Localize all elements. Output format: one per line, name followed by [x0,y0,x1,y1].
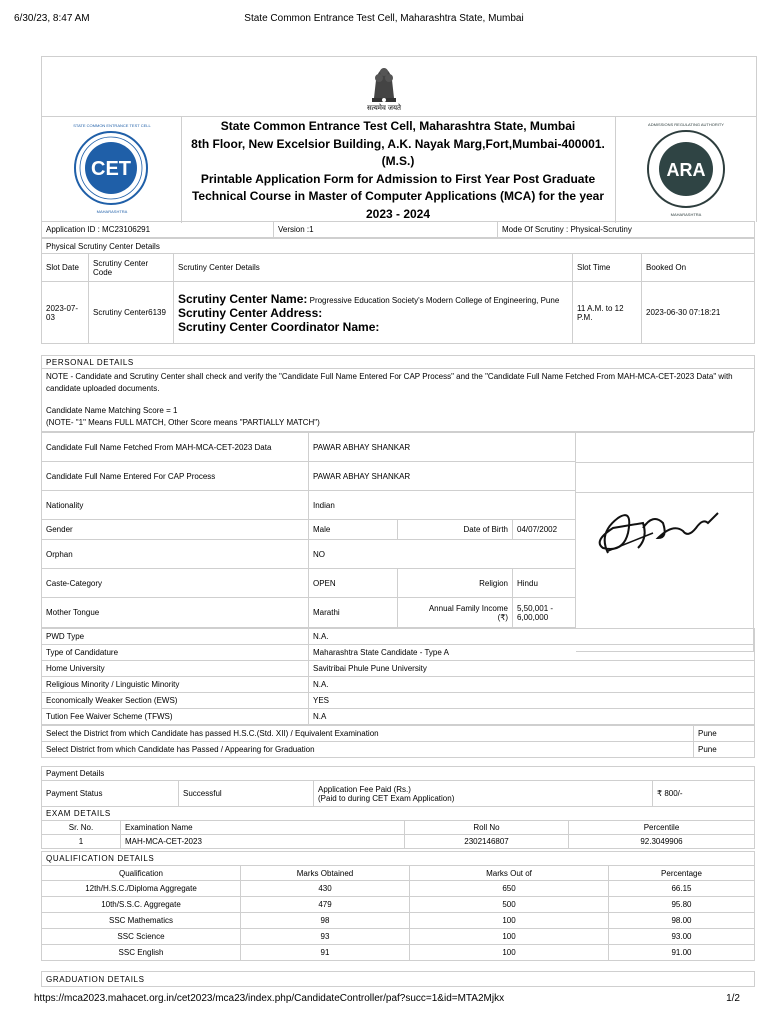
rupee-icon: (₹) [497,612,508,622]
qual-percentage: 91.00 [609,945,755,961]
emblem-caption: सत्यमेव जयते [366,105,402,112]
qual-percentage: 93.00 [609,929,755,945]
version: Version :1 [274,222,498,238]
payment-details [41,766,755,807]
qual-name: SSC Science [42,929,241,945]
qual-section-title: QUALIFICATION DETAILS [42,852,755,866]
qual-out-of: 650 [410,881,609,897]
cet-logo-icon [73,130,149,206]
org-line-2: 8th Floor, New Excelsior Building, A.K. Nayak Marg,Fort,Mumbai-400001. [191,136,605,151]
fee-value: ₹ 800/- [653,781,755,807]
qual-percentage: 95.80 [609,897,755,913]
nationality-value: Indian [309,491,576,520]
candidate-signature-icon [588,493,738,573]
exam-sr: 1 [42,835,121,849]
cet-logo-text: CET [91,158,131,180]
qual-marks: 93 [241,929,410,945]
org-title [181,117,615,224]
nationality-label: Nationality [42,491,309,520]
home-university-label: Home University [42,661,309,677]
candidature-value: Maharashtra State Candidate - Type A [309,645,755,661]
grad-district-value: Pune [694,742,755,758]
org-line-5: 2023 - 2024 [365,206,431,221]
fee-label-cell [314,781,653,807]
dob-value: 04/07/2002 [513,520,576,540]
exam-roll: 2302146807 [405,835,569,849]
caste-label: Caste-Category [42,569,309,598]
col-slot-date: Slot Date [42,254,89,282]
dob-label: Date of Birth [398,520,513,540]
center-code: Scrutiny Center6139 [89,282,174,344]
cet-logo-bottom: MAHARASHTRA [96,209,128,214]
center-coordinator-label: Scrutiny Center Coordinator Name: [178,319,380,334]
center-address-label: Scrutiny Center Address: [178,305,323,320]
qual-marks: 98 [241,913,410,929]
personal-note [42,369,755,432]
religion-label: Religion [398,569,513,598]
ara-logo-ring: ADMISSIONS REGULATING AUTHORITY [648,122,724,127]
print-title: State Common Entrance Test Cell, Maharashtra State, Mumbai [244,13,524,24]
cet-logo [42,117,182,223]
col-booked-on: Booked On [642,254,755,282]
qual-name: SSC English [42,945,241,961]
hsc-district-value: Pune [694,726,755,742]
col-center-code: Scrutiny Center Code [89,254,174,282]
exam-col-roll: Roll No [405,821,569,835]
qual-name: 10th/S.S.C. Aggregate [42,897,241,913]
mother-tongue-value: Marathi [309,598,398,628]
grad-district-label: Select District from which Candidate has Passed / Appearing for Graduation [42,742,694,758]
qual-col-out-of: Marks Out of [410,866,609,881]
qual-col-qualification: Qualification [42,866,241,881]
orphan-value: NO [309,540,576,569]
exam-section-title: EXAM DETAILS [42,807,755,821]
minority-label: Religious Minority / Linguistic Minority [42,677,309,693]
payment-section-title: Payment Details [42,767,755,781]
caste-value: OPEN [309,569,398,598]
tfws-label: Tution Fee Waiver Scheme (TFWS) [42,709,309,725]
entered-name-value: PAWAR ABHAY SHANKAR [309,462,576,491]
col-center-details: Scrutiny Center Details [174,254,573,282]
emblem-row [42,57,756,116]
table-row [42,897,755,913]
booked-on: 2023-06-30 07:18:21 [642,282,755,344]
matching-score-note: (NOTE- "1" Means FULL MATCH, Other Score means "PARTIALLY MATCH") [46,418,320,427]
name-check-note: NOTE - Candidate and Scrutiny Center shall check and verify the "Candidate Full Name Entered For CAP Process" and the "Candidate Full Name Fetched From MAH-MCA-CET-2023 Data" with candidate uploaded documents. [46,372,733,393]
gender-label: Gender [42,520,309,540]
ara-logo-text: ARA [666,160,706,180]
qual-out-of: 500 [410,897,609,913]
home-university-value: Savitribai Phule Pune University [309,661,755,677]
exam-col-name: Examination Name [121,821,405,835]
application-info [41,221,755,344]
payment-status-label: Payment Status [42,781,179,807]
exam-name: MAH-MCA-CET-2023 [121,835,405,849]
matching-score: Candidate Name Matching Score = 1 [46,406,178,415]
qual-percentage: 98.00 [609,913,755,929]
hsc-district-label: Select the District from which Candidate has passed H.S.C.(Std. XII) / Equivalent Examination [42,726,694,742]
page-number: 1/2 [726,993,740,1004]
graduation-details [41,971,755,987]
qual-out-of: 100 [410,945,609,961]
income-label-text: Annual Family Income [428,603,508,613]
income-value: 5,50,001 - 6,00,000 [513,598,576,628]
gender-value: Male [309,520,398,540]
national-emblem-icon [364,60,404,110]
scrutiny-section-title: Physical Scrutiny Center Details [42,239,755,254]
ara-logo-bottom: MAHARASHTRA [670,212,702,217]
qual-col-percentage: Percentage [609,866,755,881]
exam-percentile: 92.3049906 [569,835,755,849]
center-name-value: Progressive Education Society's Modern College of Engineering, Pune [309,295,560,305]
org-line-3: (M.S.) [381,154,415,168]
scrutiny-mode: Mode Of Scrutiny : Physical-Scrutiny [498,222,755,238]
table-row [42,929,755,945]
income-label [398,598,513,628]
religion-value: Hindu [513,569,576,598]
col-slot-time: Slot Time [573,254,642,282]
qual-percentage: 66.15 [609,881,755,897]
qual-name: 12th/H.S.C./Diploma Aggregate [42,881,241,897]
qual-col-marks: Marks Obtained [241,866,410,881]
qual-marks: 479 [241,897,410,913]
qual-out-of: 100 [410,913,609,929]
candidature-label: Type of Candidature [42,645,309,661]
qualification-details [41,851,755,961]
cet-logo-ring: STATE COMMON ENTRANCE TEST CELL [73,123,151,128]
minority-value: N.A. [309,677,755,693]
print-header [14,13,754,27]
tfws-value: N.A [309,709,755,725]
fee-note: (Paid to during CET Exam Application) [318,793,455,803]
qual-out-of: 100 [410,929,609,945]
signature-cell [576,432,754,652]
ara-logo [615,117,757,223]
graduation-section-title: GRADUATION DETAILS [42,972,755,987]
fee-label: Application Fee Paid (Rs.) [318,784,411,794]
center-details [174,282,573,344]
center-name-label: Scrutiny Center Name: [178,291,308,306]
table-row [42,881,755,897]
ews-value: YES [309,693,755,709]
fetched-name-label: Candidate Full Name Fetched From MAH-MCA-CET-2023 Data [42,433,309,462]
pwd-value: N.A. [309,629,755,645]
table-row [42,945,755,961]
qual-name: SSC Mathematics [42,913,241,929]
orphan-label: Orphan [42,540,309,569]
slot-time: 11 A.M. to 12 P.M. [573,282,642,344]
table-row [42,913,755,929]
personal-details [41,355,755,758]
application-id: Application ID : MC23106291 [42,222,274,238]
mother-tongue-label: Mother Tongue [42,598,309,628]
exam-col-sr: Sr. No. [42,821,121,835]
slot-date: 2023-07-03 [42,282,89,344]
personal-section-title: PERSONAL DETAILS [42,356,755,369]
table-row [42,835,755,849]
print-datetime: 6/30/23, 8:47 AM [14,13,90,24]
exam-details [41,806,755,849]
fetched-name-value: PAWAR ABHAY SHANKAR [309,433,576,462]
pwd-label: PWD Type [42,629,309,645]
ara-logo-icon [646,129,726,209]
exam-col-percentile: Percentile [569,821,755,835]
page-url[interactable]: https://mca2023.mahacet.org.in/cet2023/mca23/index.php/CandidateController/paf?succ=1&id=MTA2Mjkx [34,993,505,1004]
payment-status-value: Successful [179,781,314,807]
qual-marks: 430 [241,881,410,897]
org-line-1: State Common Entrance Test Cell, Maharashtra State, Mumbai [220,119,576,133]
ews-label: Economically Weaker Section (EWS) [42,693,309,709]
form-header [41,56,757,222]
entered-name-label: Candidate Full Name Entered For CAP Process [42,462,309,491]
qual-marks: 91 [241,945,410,961]
org-line-4: Printable Application Form for Admission to First Year Post Graduate Technical Course in Master of Computer Applications (MCA) for the year [191,171,605,203]
